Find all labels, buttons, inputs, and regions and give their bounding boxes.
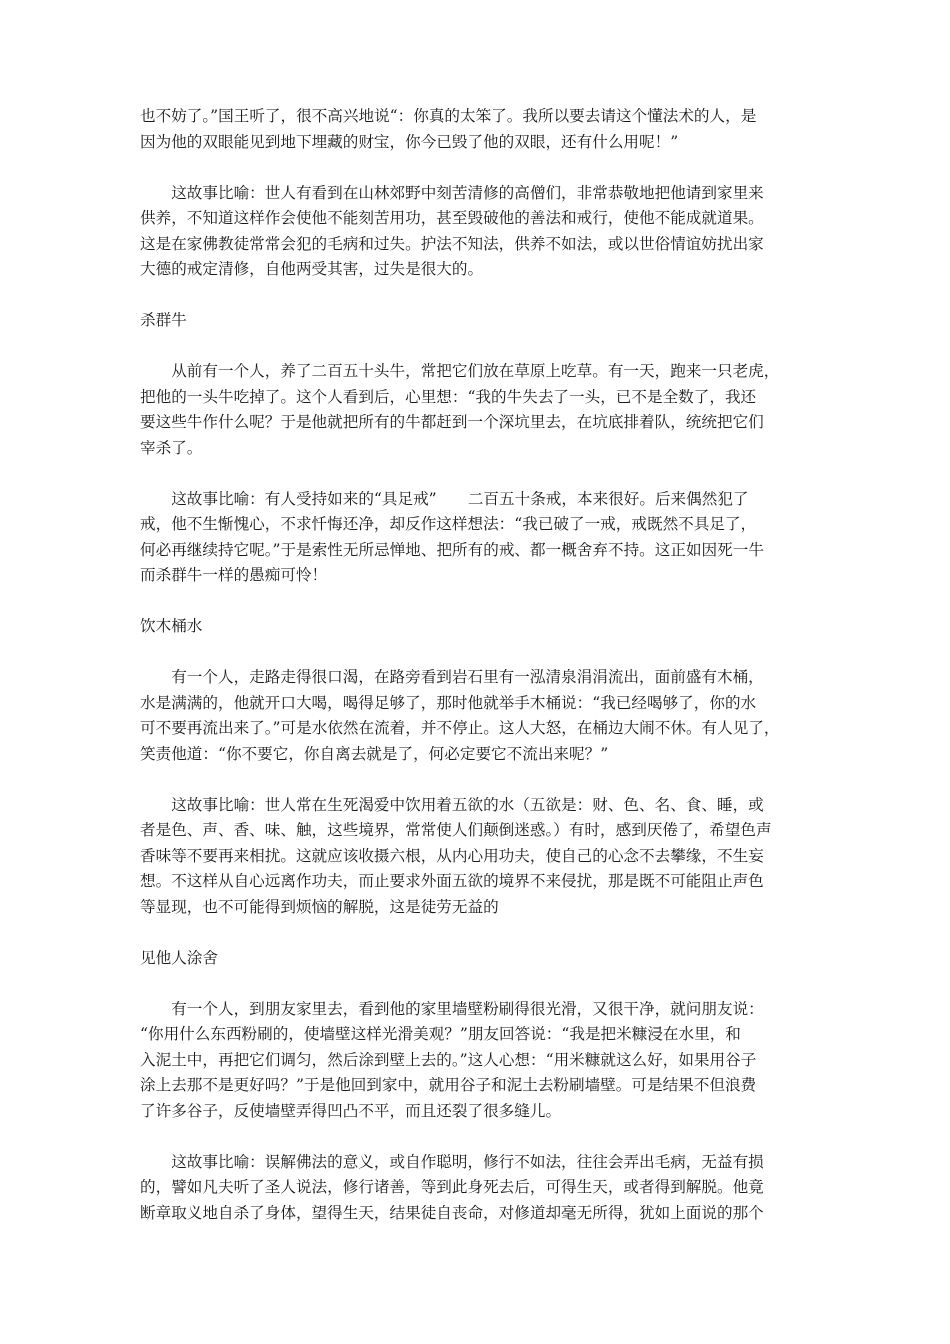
text-line: 要这些牛作什么呢？于是他就把所有的牛都赶到一个深坑里去，在坑底排着队，统统把它们 [140, 413, 764, 431]
text-line: 也不妨了。”国王听了，很不高兴地说“：你真的太笨了。我所以要去请这个懂法术的人，是 [140, 107, 757, 125]
text-line: 水是满满的，他就开口大喝，喝得足够了，那时他就举手木桶说：“我已经喝够了，你的水 [140, 693, 757, 712]
text-line: 大德的戒定清修，自他两受其害，过失是很大的。 [140, 260, 484, 278]
section-heading: 见他人涂舍 [140, 948, 218, 967]
text-line: 宰杀了。 [140, 438, 203, 457]
text-line: 这故事比喻：世人常在生死渴爱中饮用着五欲的水（五欲是：财、色、名、食、睡，或 [140, 795, 764, 814]
text-line: 有一个人，走路走得很口渴，在路旁看到岩石里有一泓清泉涓涓流出，面前盛有木桶， [140, 668, 764, 686]
text-line: 而杀群牛一样的愚痴可怜！ [140, 566, 328, 584]
paragraph [140, 997, 816, 1125]
text-line: 从前有一个人，养了二百五十头牛，常把它们放在草原上吃草。有一天，跑来一只老虎， [140, 362, 780, 380]
text-line: 断章取义地自杀了身体，望得生天，结果徒自丧命，对修道却毫无所得，犹如上面说的那个 [140, 1203, 764, 1222]
section-heading: 饮木桶水 [140, 617, 203, 635]
text-line: 可不要再流出来了。”可是水依然在流着，并不停止。这人大怒，在桶边大闹不休。有人见了， [140, 719, 780, 737]
text-line: 这故事比喻：有人受持如来的“具足戒” 二百五十条戒，本来很好。后来偶然犯了 [140, 489, 749, 508]
document-page [140, 104, 816, 1252]
text-line: 有一个人，到朋友家里去，看到他的家里墙壁粉刷得很光滑，又很干净，就问朋友说： [140, 999, 764, 1018]
paragraph [140, 104, 816, 155]
text-line: 供养，不知道这样作会使他不能刻苦用功，甚至毁破他的善法和戒行，使他不能成就道果。 [140, 209, 764, 227]
paragraph [140, 1150, 816, 1227]
text-line: 入泥土中，再把它们调匀，然后涂到壁上去的。”这人心想：“用米糠就这么好，如果用谷子 [140, 1050, 757, 1069]
section-heading: 杀群牛 [140, 311, 187, 329]
text-line: 想。不这样从自心远离作功夫，而止要求外面五欲的境界不来侵扰，那是既不可能阻止声色 [140, 872, 764, 890]
text-line: 这故事比喻：误解佛法的意义，或自作聪明，修行不如法，往往会弄出毛病，无益有损 [140, 1152, 764, 1171]
paragraph [140, 181, 816, 283]
text-line: 涂上去那不是更好吗？”于是他回到家中，就用谷子和泥土去粉刷墙壁。可是结果不但浪费 [140, 1076, 757, 1094]
text-line: 因为他的双眼能见到地下埋藏的财宝，你今已毁了他的双眼，还有什么用呢！” [140, 132, 679, 151]
paragraph [140, 793, 816, 921]
text-line: 何必再继续持它呢。”于是索性无所忌惮地、把所有的戒、都一概舍弃不持。这正如因死一牛 [140, 540, 764, 559]
text-line: 等显现，也不可能得到烦恼的解脱，这是徒劳无益的 [140, 897, 499, 916]
text-line: 香味等不要再来相扰。这就应该收摄六根，从内心用功夫，使自己的心念不去攀缘，不生妄 [140, 846, 764, 865]
text-line: 这故事比喻：世人有看到在山林郊野中刻苦清修的高僧们，非常恭敬地把他请到家里来 [140, 183, 764, 202]
text-line: 的，譬如凡夫听了圣人说法，修行诸善，等到此身死去后，可得生天，或者得到解脱。他竟 [140, 1178, 764, 1196]
paragraph [140, 665, 816, 767]
paragraph [140, 359, 816, 461]
text-line: 戒，他不生惭愧心，不求忏悔还净，却反作这样想法：“我已破了一戒，戒既然不具足了， [140, 515, 757, 533]
text-line: 了许多谷子，反使墙壁弄得凹凸不平，而且还裂了很多缝儿。 [140, 1101, 562, 1120]
text-line: 把他的一头牛吃掉了。这个人看到后，心里想：“我的牛失去了一头，已不是全数了，我还 [140, 387, 757, 406]
paragraph [140, 487, 816, 589]
text-line: 者是色、声、香、味、触，这些境界，常常使人们颠倒迷惑。）有时，感到厌倦了，希望色声 [140, 821, 772, 839]
text-line: 这是在家佛教徒常常会犯的毛病和过失。护法不知法，供养不如法，或以世俗情谊妨扰出家 [140, 234, 764, 253]
text-line: “你用什么东西粉刷的，使墙壁这样光滑美观？”朋友回答说：“我是把米糠浸在水里，和 [140, 1025, 741, 1043]
text-line: 笑责他道：“你不要它，你自离去就是了，何必定要它不流出来呢？” [140, 744, 609, 763]
